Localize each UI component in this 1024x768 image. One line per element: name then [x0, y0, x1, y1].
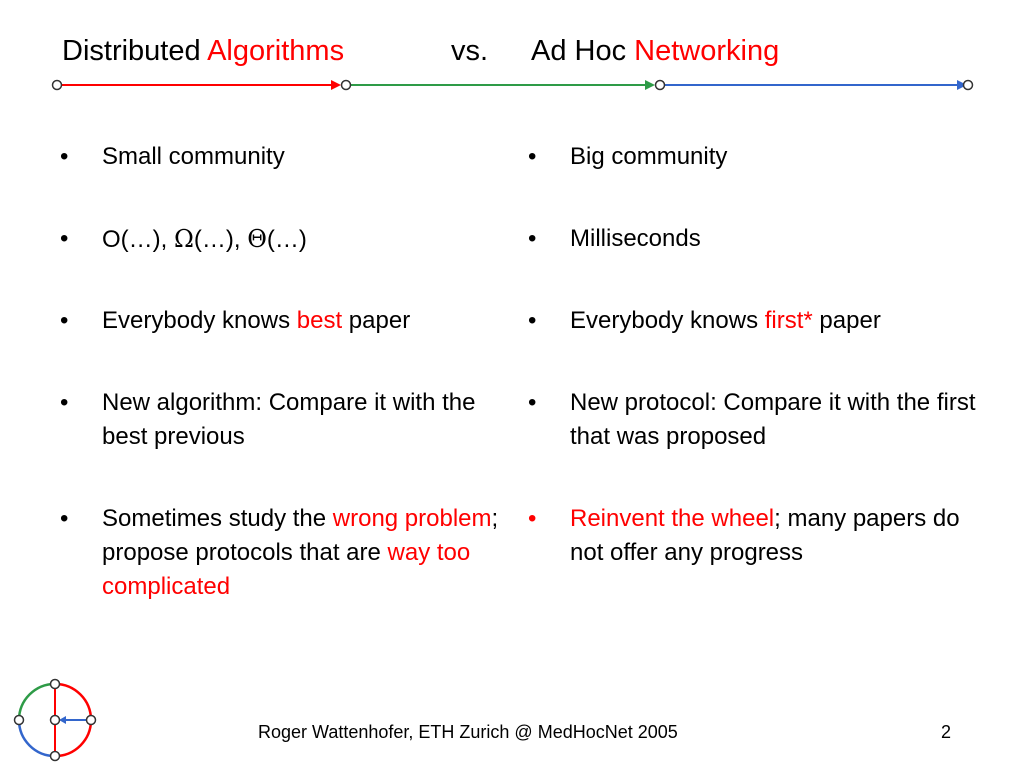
node-circle-icon [656, 81, 665, 90]
bullet-item [60, 502, 522, 604]
bullet-point: • [528, 143, 537, 170]
text-segment: Sometimes study the [102, 505, 333, 532]
bullet-point: • [60, 225, 69, 252]
bullet-item [528, 304, 990, 338]
bullet-text [570, 225, 701, 252]
bullet-item [60, 304, 522, 338]
bullet-text [102, 307, 410, 334]
bullet-item [528, 140, 990, 174]
text-segment: (…), [193, 226, 248, 253]
bullet-point: • [60, 307, 69, 334]
bullet-point: • [60, 505, 69, 532]
text-segment: New protocol: Compare it with the first that was proposed [570, 389, 976, 450]
bullet-point: • [528, 225, 537, 252]
title-right-plain: Ad Hoc [531, 35, 635, 67]
bullet-text [102, 389, 475, 450]
node-circle-icon [964, 81, 973, 90]
highlight-text: best [296, 307, 343, 334]
node-circle-icon [53, 81, 62, 90]
text-segment: Everybody knows [102, 307, 297, 334]
network-logo-icon [10, 674, 100, 764]
text-segment: paper [342, 307, 411, 334]
text-segment: Everybody knows [570, 307, 765, 334]
bullet-point: • [528, 307, 537, 334]
bullet-point: • [528, 505, 537, 532]
title-left-red: Algorithms [207, 35, 345, 67]
bullet-point: • [528, 389, 537, 416]
text-segment: Milliseconds [570, 225, 701, 252]
bullet-item [60, 386, 522, 454]
bullet-item [528, 502, 990, 570]
text-segment: Small community [102, 143, 285, 170]
bullet-point: • [60, 143, 69, 170]
bullet-text [102, 505, 498, 600]
text-segment: Big community [570, 143, 728, 170]
bullet-text [102, 226, 307, 253]
bullet-text [102, 143, 285, 170]
highlight-text: wrong problem [332, 505, 492, 532]
text-segment: ; propose protocols that are [102, 505, 499, 566]
text-segment: paper [812, 307, 881, 334]
bullet-item [528, 386, 990, 454]
bullet-text [570, 505, 960, 566]
highlight-text: way too complicated [102, 539, 471, 600]
title-left-plain: Distributed [62, 35, 208, 67]
bullet-item [528, 222, 990, 256]
red-arrowhead-icon [331, 80, 341, 90]
text-segment: Ω [174, 225, 194, 253]
bullet-point: • [60, 389, 69, 416]
bullet-item [60, 222, 522, 257]
title-right-red: Networking [634, 35, 780, 67]
green-arrowhead-icon [645, 80, 655, 90]
bullet-item [60, 140, 522, 174]
highlight-text: Reinvent the wheel [570, 505, 775, 532]
bullet-text [570, 389, 975, 450]
footer-text: Roger Wattenhofer, ETH Zurich @ MedHocNet 2005 [258, 722, 678, 742]
title-vs: vs. [451, 35, 489, 67]
bullet-text [570, 143, 727, 170]
text-segment: (…) [266, 226, 307, 253]
text-segment: New algorithm: Compare it with the best previous [102, 389, 476, 450]
page-number: 2 [941, 722, 952, 742]
node-circle-icon [342, 81, 351, 90]
text-segment: Θ [247, 225, 267, 253]
text-segment: O(…), [102, 226, 174, 253]
highlight-text: first* [764, 307, 813, 334]
bullet-text [570, 307, 881, 334]
title-arrow-rule [0, 0, 1024, 100]
text-segment: ; many papers do not offer any progress [570, 505, 960, 566]
